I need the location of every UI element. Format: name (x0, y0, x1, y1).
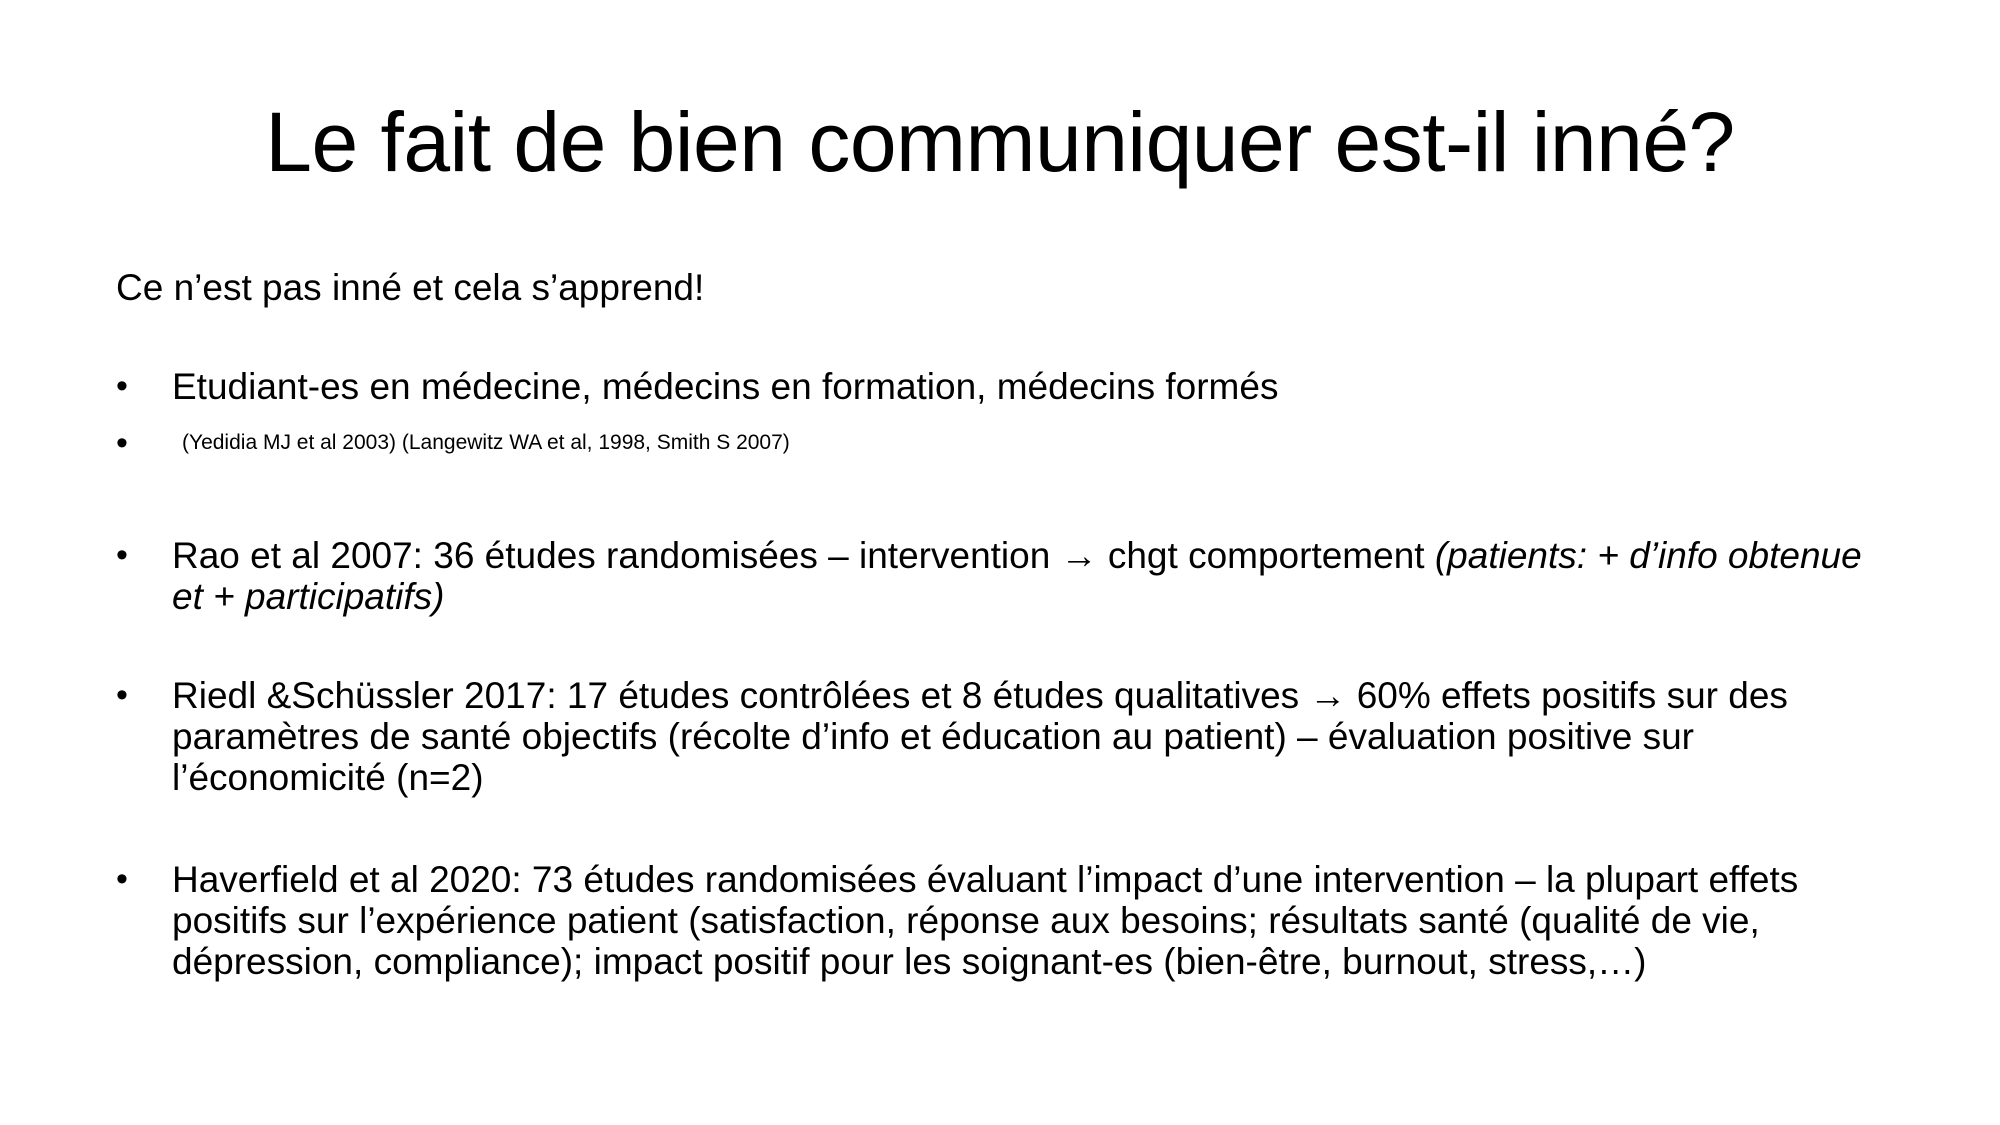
bullet-text (172, 535, 1896, 617)
bullet-marker: • (116, 424, 128, 462)
bullet-item-haverfield (116, 859, 1896, 982)
slide-title: Le fait de bien communiquer est-il inné? (265, 95, 1735, 189)
bullet-marker: • (116, 676, 128, 714)
bullet-item-students (116, 366, 1896, 407)
bullet-item-rao (116, 535, 1896, 617)
bullet-marker: • (116, 860, 128, 898)
bullet-text: Etudiant-es en médecine, médecins en formation, médecins formés (172, 366, 1279, 407)
bullet-marker: • (116, 367, 128, 405)
bullet-text-regular: Rao et al 2007: 36 études randomisées – intervention → chgt comportement (172, 535, 1435, 576)
bullet-text: Riedl &Schüssler 2017: 17 études contrôlées et 8 études qualitatives → 60% effets positifs sur des paramètres de santé objectifs (récolte d’info et éducation au patient) – évaluation positive sur l’économicité (n=2) (172, 675, 1788, 798)
bullet-marker: • (116, 536, 128, 574)
bullet-text: Haverfield et al 2020: 73 études randomisées évaluant l’impact d’une intervention – la plupart effets positifs sur l’expérience patient (satisfaction, réponse aux besoins; résultats santé (qualité de vie, dépression, compliance); impact positif pour les soignant-es (bien-être, burnout, stress,…) (172, 859, 1799, 982)
bullet-item-riedl (116, 675, 1896, 798)
bullet-text-italic: (patients: + d’info obtenue et + participatifs) (172, 535, 1862, 617)
intro-text: Ce n’est pas inné et cela s’apprend! (116, 267, 705, 308)
bullet-item-references (116, 424, 1896, 462)
bullet-text: (Yedidia MJ et al 2003) (Langewitz WA et al, 1998, Smith S 2007) (182, 431, 790, 454)
